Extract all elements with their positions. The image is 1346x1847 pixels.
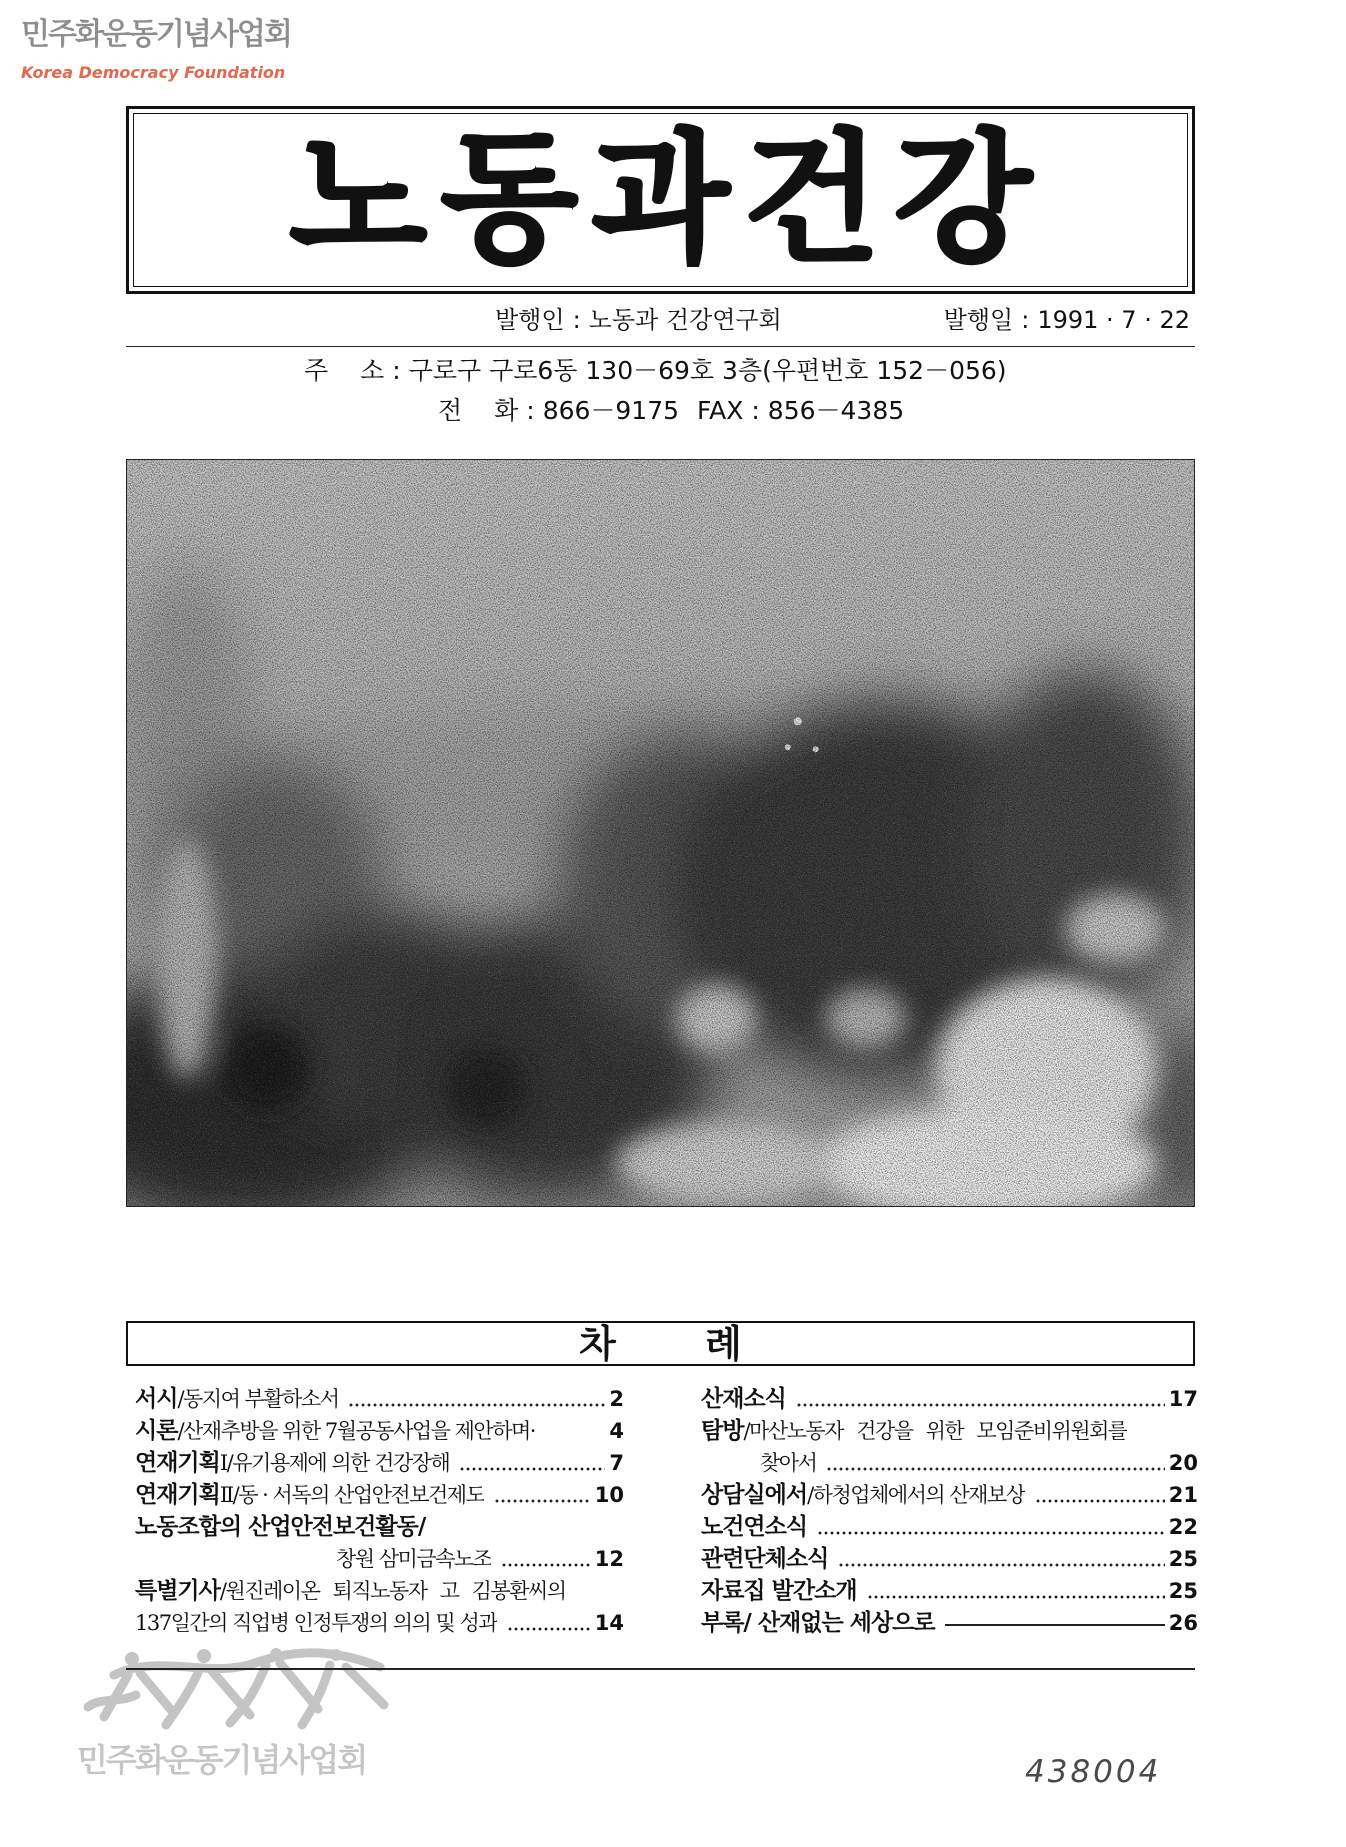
- contact-line: [438, 397, 904, 425]
- toc-dot-leader: [501, 1543, 590, 1575]
- toc-entry-category: 상담실에서: [701, 1482, 808, 1508]
- toc-page-number: 2: [609, 1387, 624, 1411]
- toc-entry-title: 137일간의 직업병 인정투쟁의 의의 및 성과: [135, 1611, 498, 1635]
- fax-label: FAX: [697, 396, 744, 425]
- issue-date-separator: :: [1021, 306, 1030, 334]
- toc-entry-category: 연재기획: [135, 1482, 220, 1508]
- toc-entry-category: 자료집 발간소개: [701, 1578, 857, 1604]
- toc-entry-continuation: [135, 1607, 624, 1639]
- bottom-divider: [126, 1668, 1195, 1670]
- logo-head: [125, 1652, 139, 1666]
- toc-page-number: 26: [1168, 1611, 1198, 1635]
- toc-dot-leader: [826, 1447, 1164, 1479]
- toc-entry: [135, 1479, 624, 1511]
- cover-photo: [126, 459, 1195, 1207]
- toc-entry-title: Ⅱ/동 · 서독의 산업안전보건제도: [219, 1483, 485, 1507]
- toc-line-leader: [945, 1607, 1165, 1639]
- toc-entry: [701, 1415, 1198, 1447]
- toc-left-column: [135, 1383, 624, 1639]
- toc-dot-leader: [796, 1383, 1165, 1415]
- fax-value: 856－4385: [767, 396, 905, 425]
- logo-stroke: [346, 1667, 384, 1705]
- issue-date-value: 1991 · 7 · 22: [1037, 306, 1190, 334]
- toc-leader-gap: [535, 1415, 609, 1447]
- toc-entry-category: 노동조합의 산업안전보건활동/: [135, 1514, 426, 1540]
- toc-dot-leader: [507, 1607, 591, 1639]
- toc-entry-category: 관련단체소식: [701, 1546, 829, 1572]
- address-line: [304, 357, 1007, 385]
- publisher-separator: :: [572, 306, 581, 334]
- toc-page-number: 21: [1168, 1483, 1198, 1507]
- toc-entry-category: 특별기사: [135, 1578, 220, 1604]
- publisher-line: [495, 306, 782, 334]
- masthead-inner-frame: [133, 113, 1188, 287]
- imprint-divider: [126, 346, 1195, 347]
- toc-header-box: [126, 1321, 1195, 1366]
- toc-entry-category: 탐방: [701, 1418, 744, 1444]
- photo-grain-light: [127, 460, 1194, 1206]
- toc-entry: [701, 1479, 1198, 1511]
- toc-entry-category: 서시: [135, 1386, 178, 1412]
- toc-entry-title: Ⅰ/유기용제에 의한 건강장해: [219, 1451, 450, 1475]
- issue-date-label: 발행일: [943, 306, 1014, 334]
- toc-entry: [135, 1511, 624, 1543]
- foundation-watermark-english: Korea Democracy Foundation: [21, 63, 286, 82]
- toc-entry-title: /하청업체에서의 산재보상: [807, 1483, 1025, 1507]
- toc-entry-title: /동지여 부활하소서: [177, 1387, 339, 1411]
- address-separator: :: [392, 356, 401, 385]
- logo-stroke: [166, 1673, 198, 1725]
- toc-page-number: 22: [1168, 1515, 1198, 1539]
- toc-entry-title: /원진레이온 퇴직노동자 고 김봉환씨의: [219, 1579, 566, 1603]
- toc-entry-category: 부록/ 산재없는 세상으로: [701, 1610, 935, 1636]
- address-label: 주 소: [304, 356, 385, 385]
- publisher-name: 노동과 건강연구회: [588, 306, 782, 334]
- logo-head: [197, 1649, 211, 1663]
- toc-entry: [701, 1383, 1198, 1415]
- masthead-frame: [126, 106, 1195, 294]
- toc-dot-leader: [348, 1383, 605, 1415]
- toc-dot-leader: [838, 1543, 1164, 1575]
- toc-entry-title: /마산노동자 건강을 위한 모임준비위원회를: [743, 1419, 1127, 1443]
- toc-page-number: 14: [594, 1611, 624, 1635]
- toc-entry: [135, 1415, 624, 1447]
- toc-dot-leader: [494, 1479, 590, 1511]
- toc-entry-continuation: [135, 1543, 624, 1575]
- toc-entry-title: 창원 삼미금속노조: [336, 1547, 492, 1571]
- toc-entry: [701, 1575, 1198, 1607]
- toc-dot-leader: [817, 1511, 1165, 1543]
- foundation-watermark-bottom: 민주화운동기념사업회: [77, 1741, 367, 1779]
- toc-page-number: 4: [609, 1419, 624, 1443]
- toc-entry: [135, 1575, 624, 1607]
- toc-page-number: 25: [1168, 1547, 1198, 1571]
- logo-stroke: [140, 1673, 172, 1711]
- toc-page-number: 10: [594, 1483, 624, 1507]
- crowd-photo-image: [127, 460, 1194, 1206]
- issue-date-line: [944, 306, 1190, 334]
- foundation-watermark-korean: 민주화운동기념사업회: [21, 17, 291, 52]
- toc-entry: [701, 1511, 1198, 1543]
- toc-entry-category: 산재소식: [701, 1386, 786, 1412]
- logo-head: [270, 1648, 282, 1660]
- toc-entry: [135, 1447, 624, 1479]
- toc-entry-category: 시론: [135, 1418, 178, 1444]
- toc-page-number: 12: [594, 1547, 624, 1571]
- address-value: 구로구 구로6동 130－69호 3층(우편번호 152－056): [408, 356, 1007, 385]
- toc-dot-leader: [867, 1575, 1165, 1607]
- toc-entry-continuation: [701, 1447, 1198, 1479]
- phone-separator: :: [526, 396, 535, 425]
- toc-entry-category: 노건연소식: [701, 1514, 808, 1540]
- foundation-logo-watermark: [80, 1645, 402, 1737]
- phone-value: 866－9175: [542, 396, 680, 425]
- toc-page-number: 25: [1168, 1579, 1198, 1603]
- newsletter-title: 노동과건강: [289, 117, 1046, 282]
- toc-title: 차 례: [579, 1321, 742, 1366]
- toc-page-number: 7: [609, 1451, 624, 1475]
- logo-head: [330, 1649, 342, 1661]
- toc-dot-leader: [1035, 1479, 1165, 1511]
- toc-entry: [135, 1383, 624, 1415]
- publisher-label: 발행인: [495, 306, 565, 334]
- toc-entry: [701, 1543, 1198, 1575]
- toc-entry-title: /산재추방을 위한 7월공동사업을 제안하며·: [177, 1419, 535, 1443]
- phone-label: 전 화: [438, 396, 519, 425]
- toc-entry: [701, 1607, 1198, 1639]
- toc-right-column: [701, 1383, 1198, 1639]
- toc-page-number: 17: [1168, 1387, 1198, 1411]
- toc-page-number: 20: [1168, 1451, 1198, 1475]
- handwritten-archive-number: 438004: [1025, 1754, 1162, 1790]
- toc-entry-category: 연재기획: [135, 1450, 220, 1476]
- toc-dot-leader: [459, 1447, 605, 1479]
- toc-entry-title: 찾아서: [760, 1451, 817, 1475]
- fax-separator: :: [751, 396, 760, 425]
